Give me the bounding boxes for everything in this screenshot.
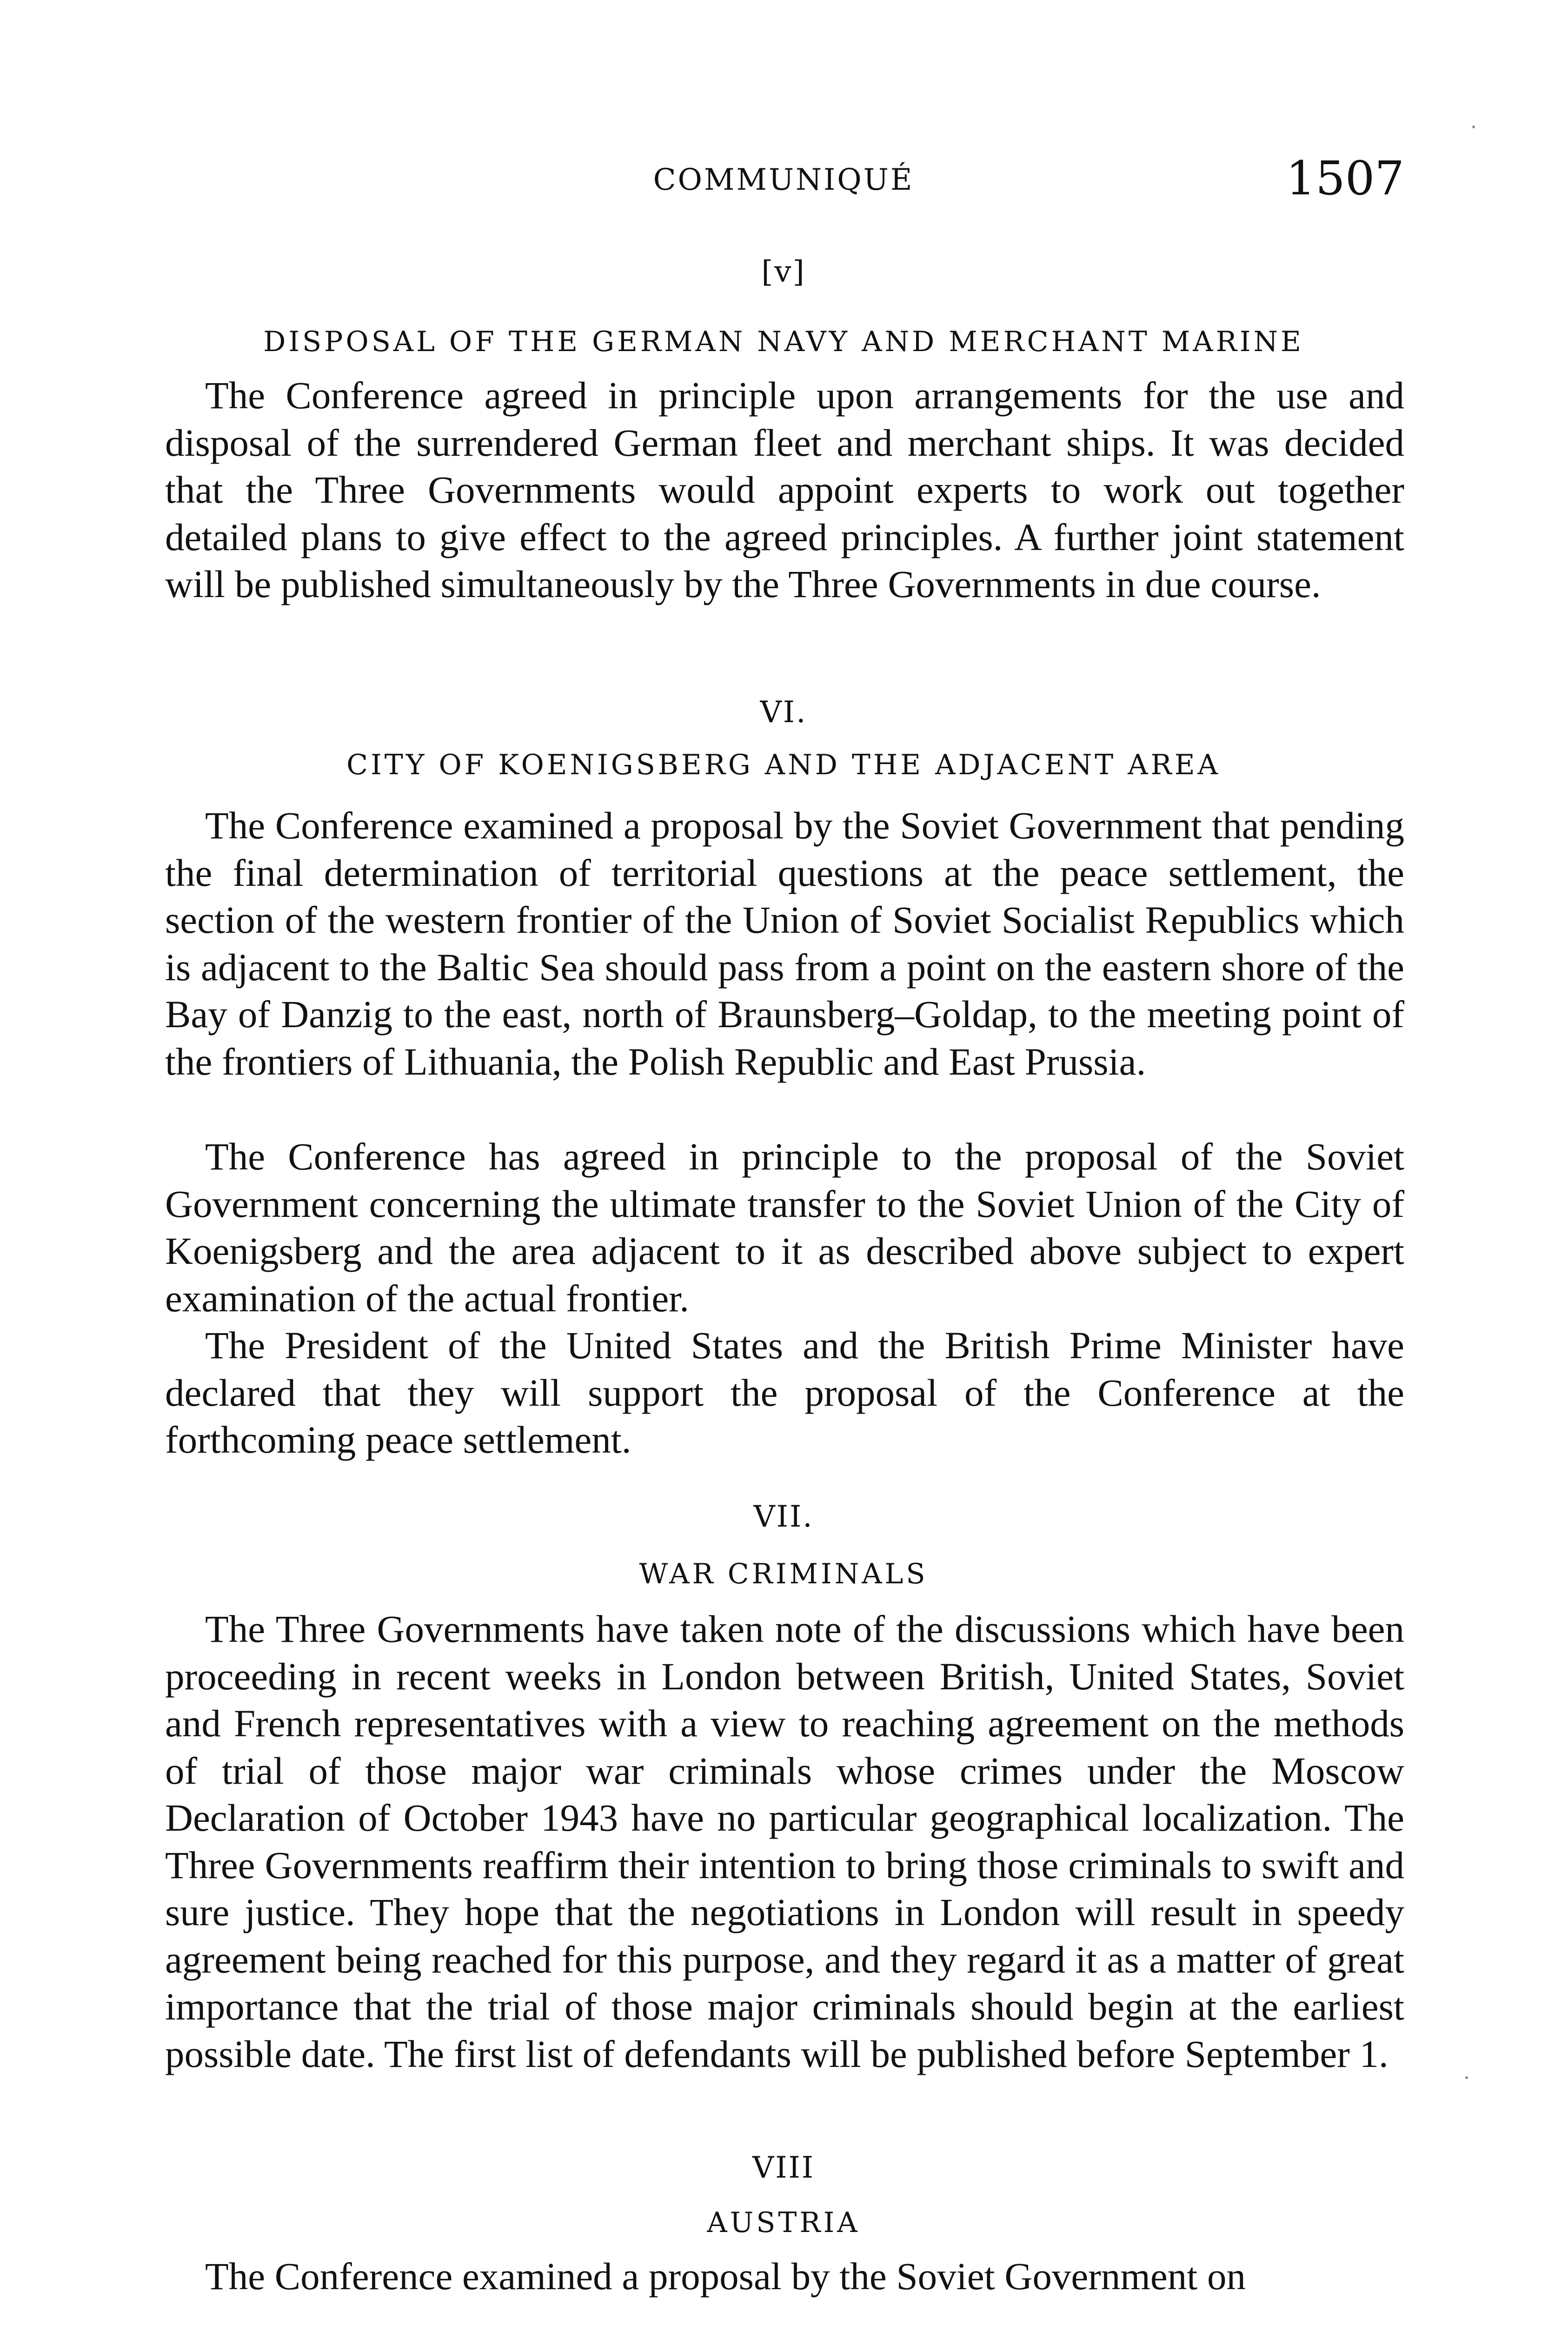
running-title: COMMUNIQUÉ	[653, 163, 914, 197]
paragraph-koenigsberg-agreement: The Conference has agreed in principle to the proposal of the Soviet Government concerning the ultimate transfer to the Soviet Union of the City of Koenigsberg and the area adjacent to it as described above subject to expert examination of the actual frontier.	[165, 1135, 1404, 1320]
section-number-viii: VIII	[752, 2151, 815, 2185]
paragraph-koenigsberg-proposal: The Conference examined a proposal by the Soviet Government that pending the final determination of territorial questions at the peace settlement, the section of the western frontier of the Union of Soviet Socialist Republics which is adjacent to the Baltic Sea should pass from a point on the eastern shore of the Bay of Danzig to the east, north of Braunsberg–Goldap, to the meeting point of the frontiers of Lithuania, the Polish Republic and East Prussia.	[165, 804, 1404, 1083]
scan-speck	[1472, 126, 1475, 128]
section-heading-austria: AUSTRIA	[707, 2206, 860, 2239]
section-heading-war-criminals: WAR CRIMINALS	[639, 1558, 928, 1590]
section-number-vii: VII.	[753, 1500, 814, 1534]
paragraph-austria: The Conference examined a proposal by the Soviet Government on	[205, 2255, 1246, 2298]
page-number: 1507	[1286, 151, 1404, 206]
paragraph-war-criminals: The Three Governments have taken note of the discussions which have been proceeding in recent weeks in London between British, United States, Soviet and French representatives with a view to reaching agreement on the methods of trial of those major war criminals whose crimes under the Moscow Declaration of October 1943 have no particular geographical localization. The Three Governments reaffirm their intention to bring those criminals to swift and sure justice. They hope that the negotiations in London will result in speedy agreement being reached for this purpose, and they regard it as a matter of great importance that the trial of those major criminals should begin at the earliest possible date. The first list of defendants will be published before September 1.	[165, 1608, 1404, 2075]
section-heading-navy: DISPOSAL OF THE GERMAN NAVY AND MERCHANT MARINE	[263, 326, 1304, 358]
section-number-v: [v]	[761, 255, 806, 289]
scan-speck	[1465, 2076, 1468, 2079]
section-number-vi: VI.	[760, 695, 807, 730]
paragraph-koenigsberg-support: The President of the United States and the British Prime Minister have declared that they will support the proposal of the Conference at the forthcoming peace settlement.	[165, 1324, 1404, 1461]
running-head	[163, 153, 1404, 209]
section-heading-koenigsberg: CITY OF KOENIGSBERG AND THE ADJACENT AREA	[346, 749, 1221, 781]
paragraph-navy-disposal: The Conference agreed in principle upon arrangements for the use and disposal of the surrendered German fleet and merchant ships. It was decided that the Three Governments would appoint experts to work out together detailed plans to give effect to the agreed principles. A further joint statement will be published simultaneously by the Three Governments in due course.	[165, 374, 1404, 605]
